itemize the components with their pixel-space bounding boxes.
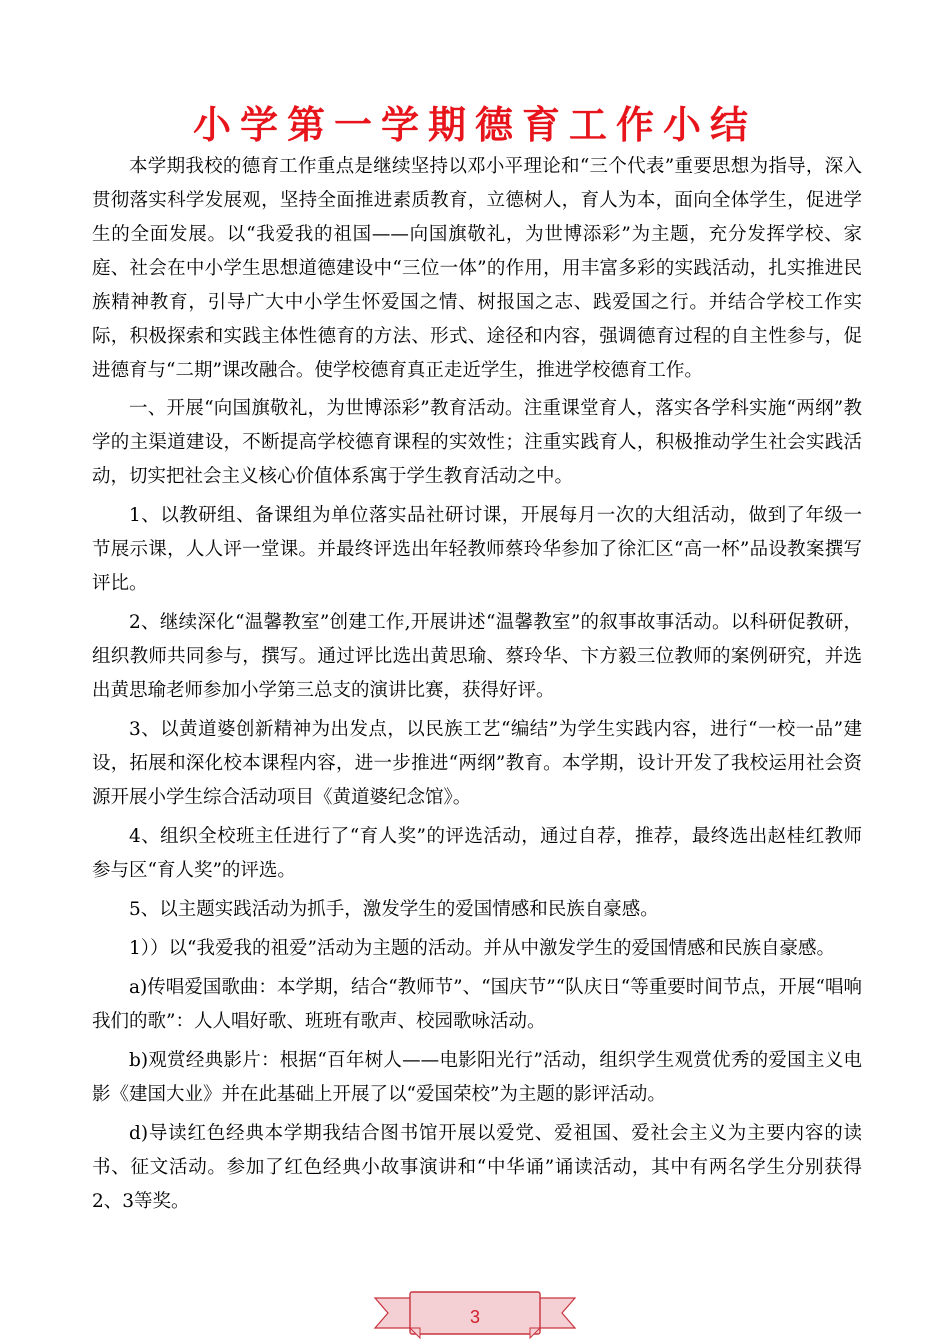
document-title: 小学第一学期德育工作小结 <box>192 103 757 147</box>
paragraph-subitem-1: 1））以“我爱我的祖爱”活动为主题的活动。并从中激发学生的爱国情感和民族自豪感。 <box>129 938 835 959</box>
paragraph-section-1: 一、开展“向国旗敬礼，为世博添彩”教育活动。注重课堂育人，落实各学科实施“两纲”教学的主渠道建设，不断提高学校德育课程的实效性；注重实践育人，积极推动学生社会实践活动，切实把社会主义核心价值体系寓于学生教育活动之中。 <box>92 398 862 487</box>
paragraph-item-1: 1、以教研组、备课组为单位落实品社研讨课，开展每月一次的大组活动，做到了年级一节展示课，人人评一堂课。并最终评选出年轻教师蔡玲华参加了徐汇区“高一杯”品设教案撰写评比。 <box>92 505 862 594</box>
paragraph-item-4: 4、组织全校班主任进行了“育人奖”的评选活动，通过自荐，推荐，最终选出赵桂红教师参与区“育人奖”的评选。 <box>92 826 862 881</box>
paragraph-subitem-a: a)传唱爱国歌曲：本学期，结合“教师节”、“国庆节”“队庆日“等重要时间节点，开展“唱响我们的歌”：人人唱好歌、班班有歌声、校园歌咏活动。 <box>92 977 862 1032</box>
document-body <box>92 150 862 1224</box>
paragraph-item-3: 3、以黄道婆创新精神为出发点，以民族工艺“编结”为学生实践内容，进行“一校一品”建设，拓展和深化校本课程内容，进一步推进“两纲”教育。本学期，设计开发了我校运用社会资源开展小学生综合活动项目《黄道婆纪念馆》。 <box>92 719 862 808</box>
paragraph-subitem-d: d)导读红色经典本学期我结合图书馆开展以爱党、爱祖国、爱社会主义为主要内容的读书、征文活动。参加了红色经典小故事演讲和“中华诵”诵读活动，其中有两名学生分别获得2、3等奖。 <box>92 1123 862 1212</box>
page-number: 3 <box>469 1307 480 1327</box>
paragraph-item-2: 2、继续深化“温馨教室”创建工作,开展讲述“温馨教室”的叙事故事活动。以科研促教研，组织教师共同参与，撰写。通过评比选出黄思瑜、蔡玲华、卞方毅三位教师的案例研究，并选出黄思瑜老师参加小学第三总支的演讲比赛，获得好评。 <box>92 612 862 701</box>
paragraph-item-5: 5、以主题实践活动为抓手，激发学生的爱国情感和民族自豪感。 <box>129 899 659 920</box>
paragraph-intro: 本学期我校的德育工作重点是继续坚持以邓小平理论和“三个代表”重要思想为指导，深入贯彻落实科学发展观，坚持全面推进素质教育，立德树人，育人为本，面向全体学生，促进学生的全面发展。以“我爱我的祖国——向国旗敬礼，为世博添彩”为主题，充分发挥学校、家庭、社会在中小学生思想道德建设中“三位一体”的作用，用丰富多彩的实践活动，扎实推进民族精神教育，引导广大中小学生怀爱国之情、树报国之志、践爱国之行。并结合学校工作实际，积极探索和实践主体性德育的方法、形式、途径和内容，强调德育过程的自主性参与，促进德育与“二期”课改融合。使学校德育真正走近学生，推进学校德育工作。 <box>92 156 862 381</box>
paragraph-subitem-b: b)观赏经典影片：根据“百年树人——电影阳光行”活动，组织学生观赏优秀的爱国主义电影《建国大业》并在此基础上开展了以“爱国荣校”为主题的影评活动。 <box>92 1050 862 1105</box>
